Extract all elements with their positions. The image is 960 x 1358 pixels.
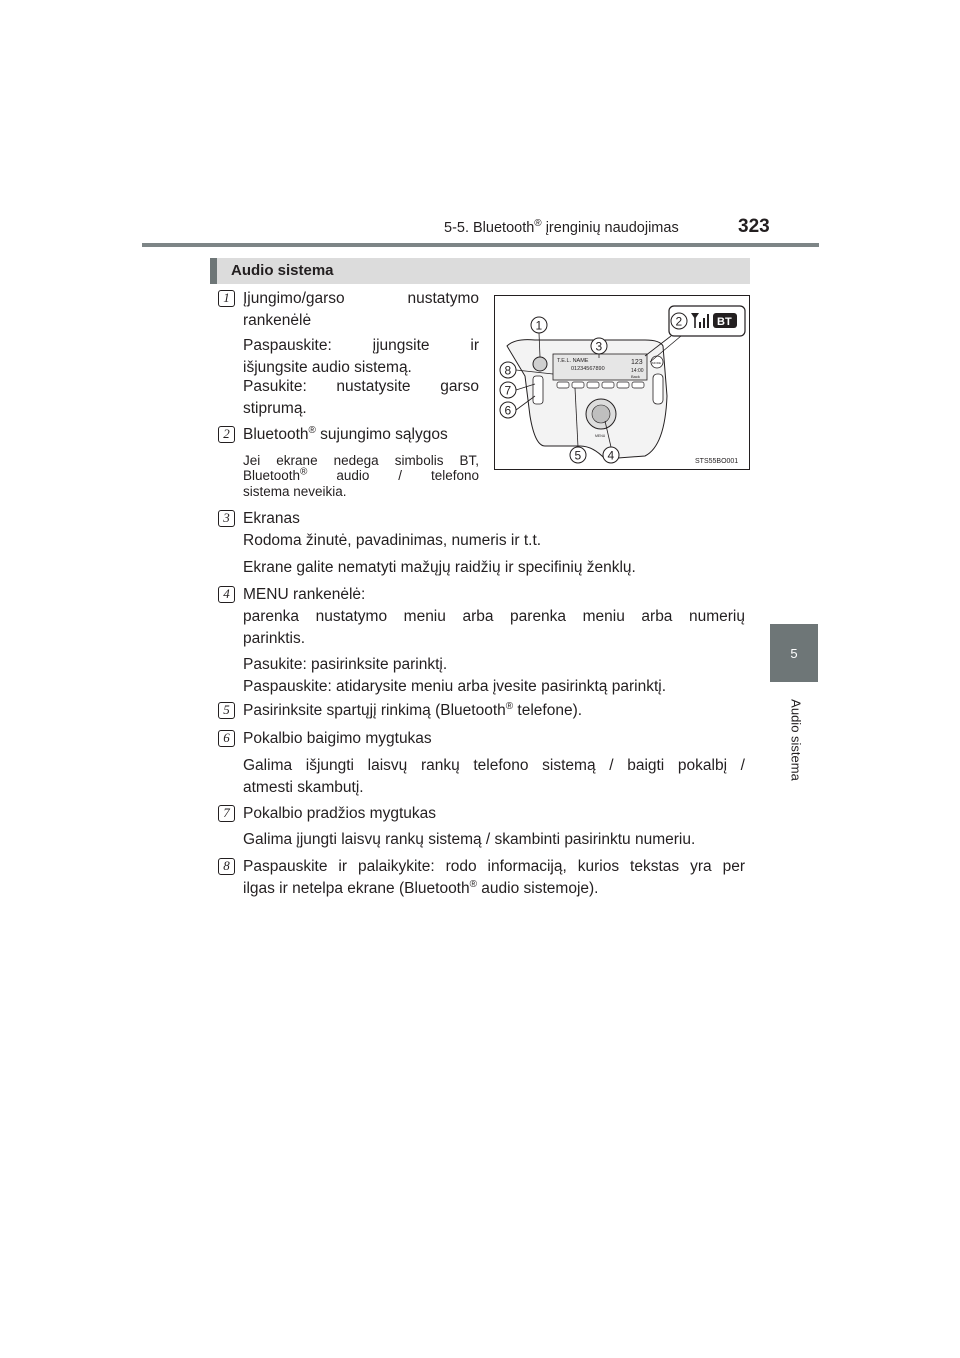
header-divider [142, 243, 819, 247]
callout-4-label: 4 [607, 448, 615, 463]
section-heading: Audio sistema [210, 258, 750, 284]
item-6-line1a: Galima išjungti laisvų rankų telefono sistemą / baigti pokalbį / [243, 757, 745, 774]
item-1-title-line1: Įjungimo/garso nustatymo [243, 290, 479, 307]
preset-button [617, 382, 629, 388]
running-header: 5-5. Bluetooth® įrenginių naudojimas [444, 218, 679, 236]
chapter-tab: 5 [770, 624, 818, 682]
mode-label: MODE [652, 361, 661, 365]
power-volume-knob [533, 357, 547, 371]
preset-button [557, 382, 569, 388]
item-4-line1b: parinktis. [243, 630, 306, 647]
menu-knob-center [592, 405, 610, 423]
item-number-icon: 1 [218, 290, 235, 307]
item-1-turn-line1: Pasukite: nustatysite garso [243, 378, 479, 395]
item-1-turn-line2: stiprumą. [243, 400, 307, 417]
item-4-line1a: parenka nustatymo meniu arba parenka meniu arba numerių [243, 608, 745, 625]
signal-bars-icon [699, 322, 701, 328]
seek-buttons [653, 374, 663, 404]
callout-1-label: 1 [535, 318, 543, 333]
signal-bars-icon [707, 314, 709, 328]
item-number-icon: 8 [218, 858, 235, 875]
display-number: 01234567890 [571, 366, 605, 372]
item-3-title: Ekranas [243, 510, 300, 527]
item-number-icon: 7 [218, 805, 235, 822]
audio-panel-figure [494, 295, 750, 470]
item-3-line1: Rodoma žinutė, pavadinimas, numeris ir t.t. [243, 532, 542, 549]
item-number-icon: 6 [218, 730, 235, 747]
callout-3-label: 3 [595, 339, 603, 354]
item-1-press-line2: išjungsite audio sistemą. [243, 359, 412, 376]
callout-6-label: 6 [504, 403, 512, 418]
item-8-line2: ilgas ir netelpa ekrane (Bluetooth® audio sistemoje). [243, 878, 599, 897]
audio-panel-illustration [495, 296, 749, 469]
item-2-title: Bluetooth® sujungimo sąlygos [243, 424, 448, 443]
item-2-note-line3: sistema neveikia. [243, 484, 347, 499]
preset-button [602, 382, 614, 388]
item-7-title: Pokalbio pradžios mygtukas [243, 805, 436, 822]
callout-8-label: 8 [504, 363, 512, 378]
item-number-icon: 2 [218, 426, 235, 443]
item-2-note-line2: Bluetooth® audio / telefono [243, 466, 479, 483]
chapter-label: Audio sistema [788, 699, 804, 781]
item-1-title-line2: rankenėlė [243, 312, 312, 329]
menu-label: MENU [595, 434, 606, 438]
display-right: 123 [631, 359, 643, 366]
figure-code: STS55BO001 [695, 458, 739, 465]
preset-button [572, 382, 584, 388]
item-8-line1: Paspauskite ir palaikykite: rodo informaciją, kurios tekstas yra per [243, 858, 745, 875]
display-line1: T.E.L. NAME [557, 358, 589, 364]
preset-button [632, 382, 644, 388]
item-6-line1b: atmesti skambutį. [243, 779, 364, 796]
item-6-title: Pokalbio baigimo mygtukas [243, 730, 432, 747]
item-4-line2: Pasukite: pasirinksite parinktį. [243, 656, 448, 673]
page-number: 323 [738, 216, 770, 237]
item-2-note-line1: Jei ekrane nedega simbolis BT, [243, 453, 479, 468]
phone-buttons [533, 376, 543, 404]
display-time: 14:00 [631, 368, 644, 374]
preset-button [587, 382, 599, 388]
callout-7-label: 7 [504, 383, 512, 398]
item-number-icon: 4 [218, 586, 235, 603]
display-back: Back [631, 374, 640, 379]
item-5-text: Pasirinksite spartųjį rinkimą (Bluetooth® telefone). [243, 700, 583, 719]
bt-label: BT [717, 316, 732, 328]
item-3-line2: Ekrane galite nematyti mažųjų raidžių ir specifinių ženklų. [243, 559, 636, 576]
signal-bars-icon [703, 318, 705, 328]
item-4-title: MENU rankenėlė: [243, 586, 366, 603]
item-number-icon: 3 [218, 510, 235, 527]
antenna-icon [694, 318, 696, 328]
callout-5-label: 5 [574, 448, 582, 463]
item-7-line1: Galima įjungti laisvų rankų sistemą / skambinti pasirinktu numeriu. [243, 831, 696, 848]
item-4-line3: Paspauskite: atidarysite meniu arba įvesite pasirinktą parinktį. [243, 678, 667, 695]
item-number-icon: 5 [218, 702, 235, 719]
item-1-press-line1: Paspauskite: įjungsite ir [243, 337, 479, 354]
callout-2-label: 2 [675, 314, 683, 329]
